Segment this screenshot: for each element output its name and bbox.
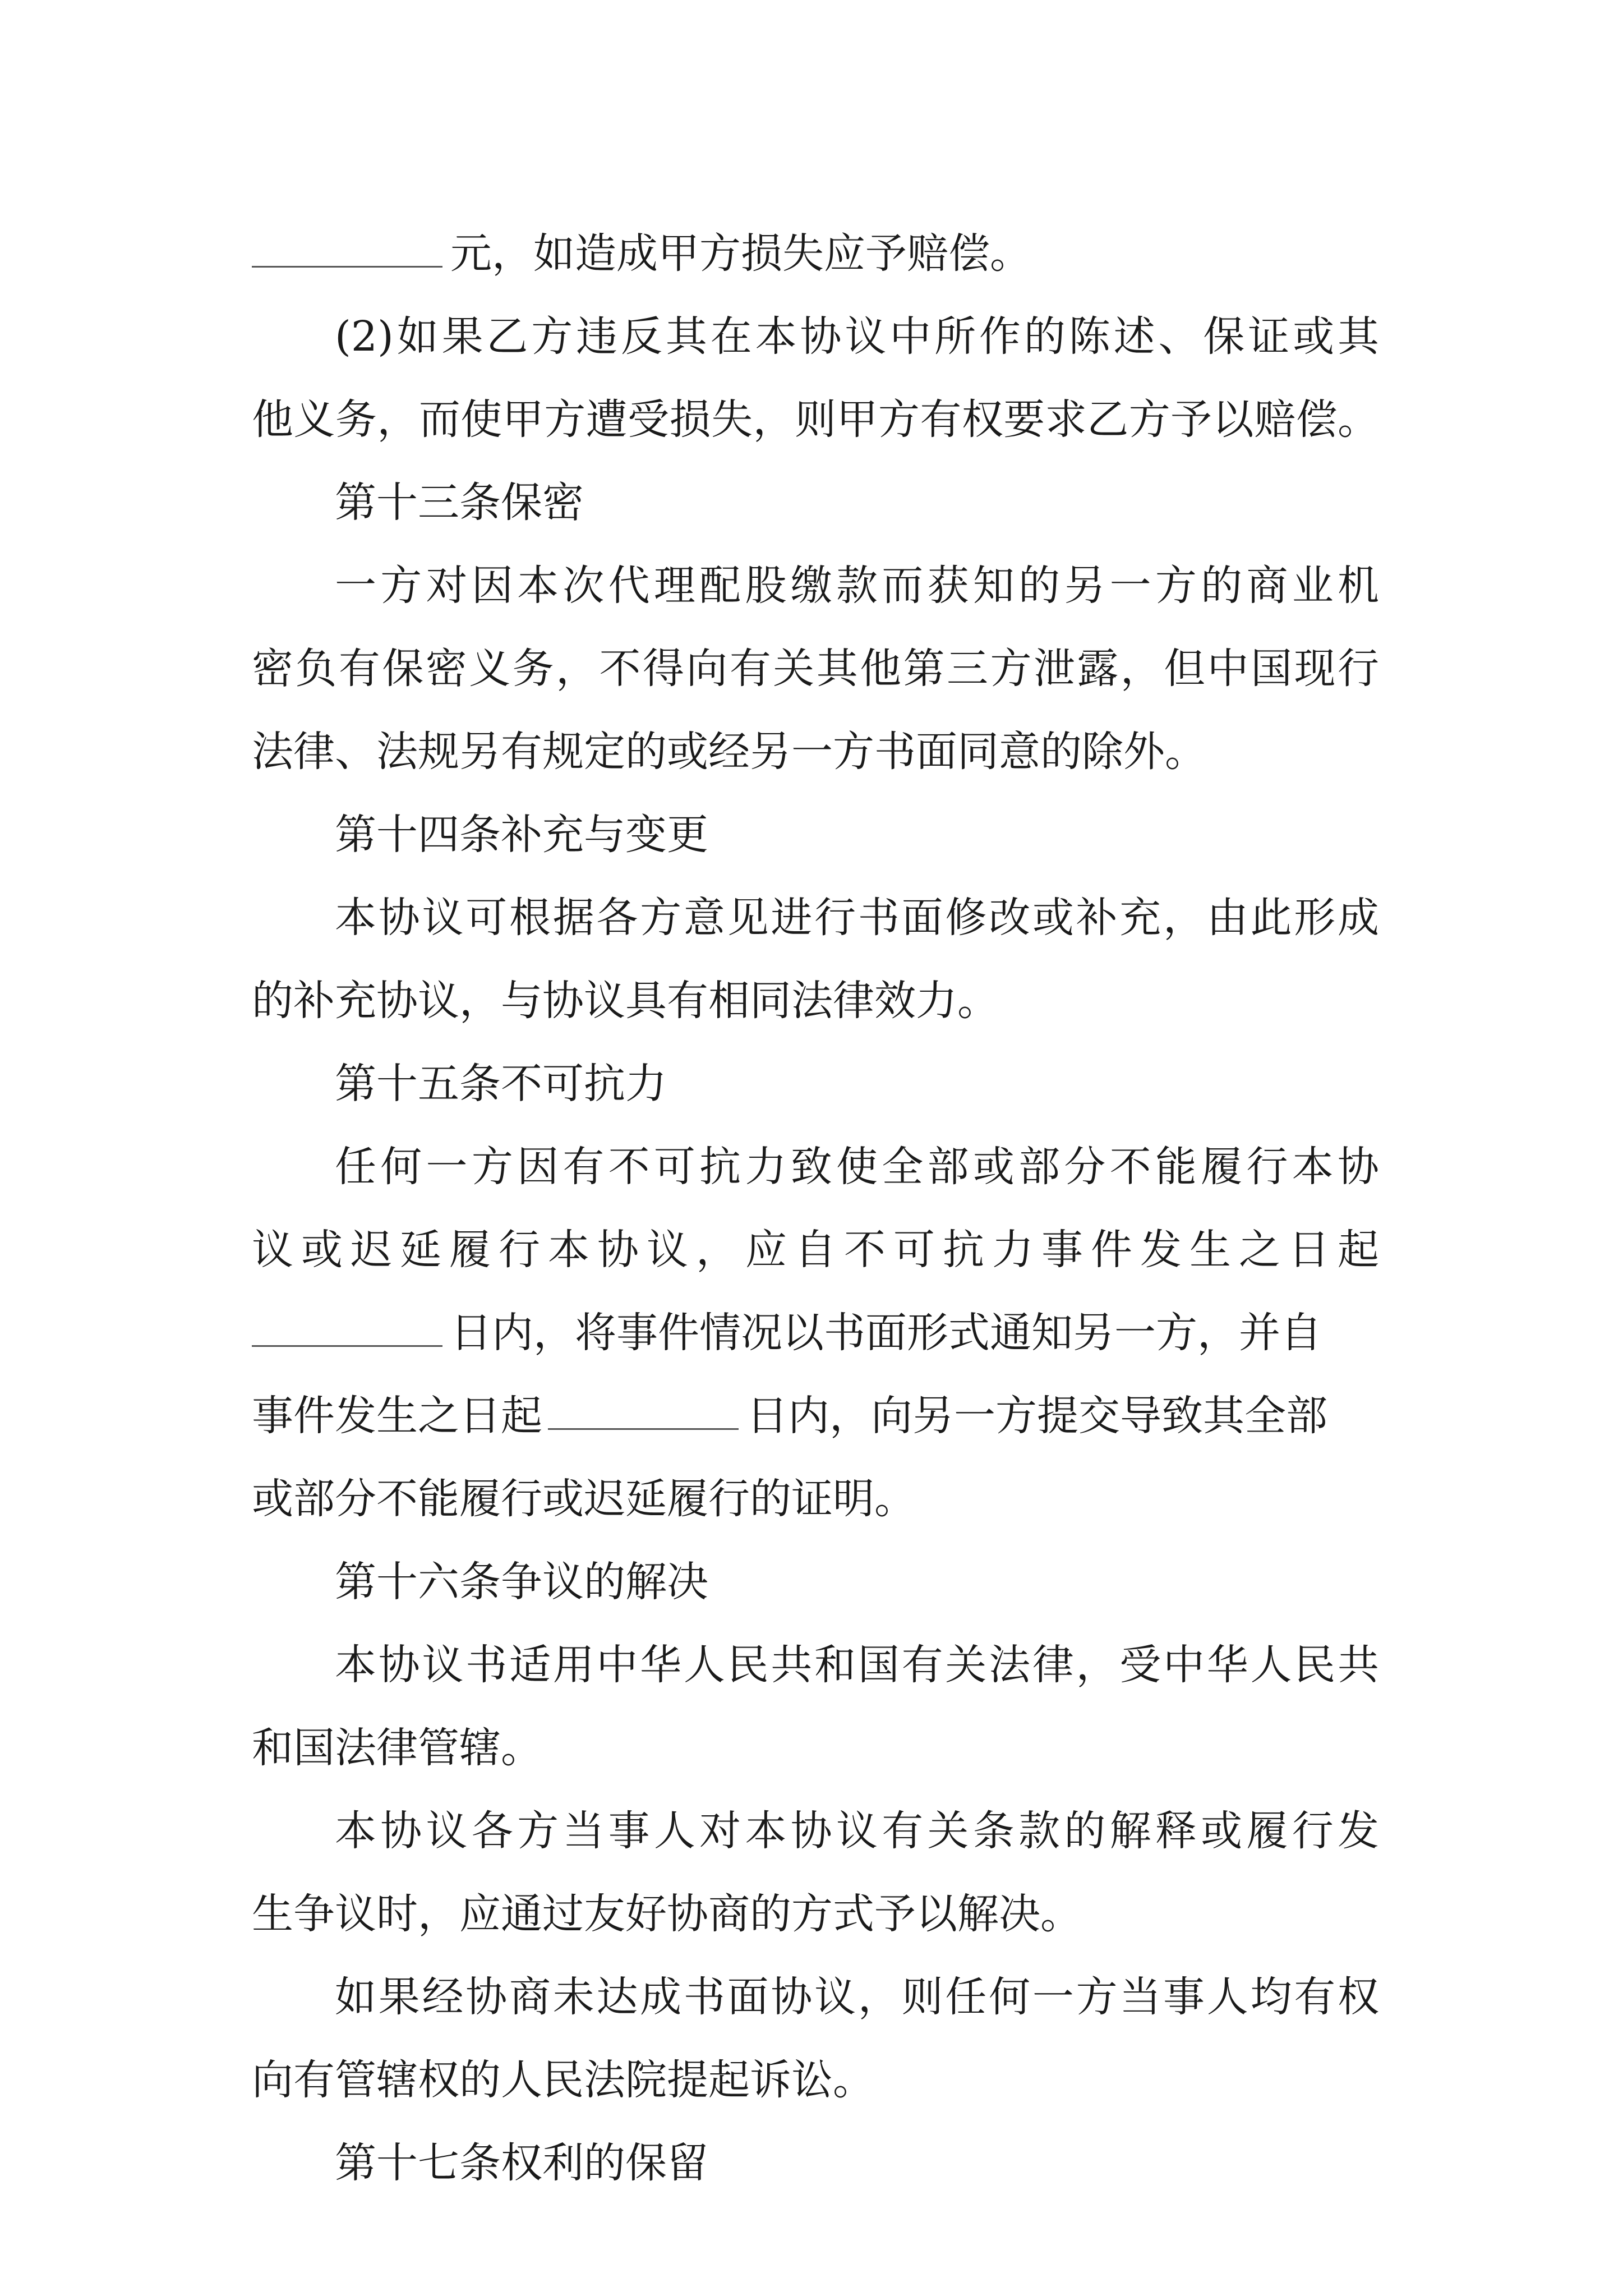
document-body	[252, 212, 1379, 2205]
paragraph-line: 议或迟延履行本协议，应自不可抗力事件发生之日起	[252, 1226, 1379, 1274]
paragraph-line: 密负有保密义务，不得向有关其他第三方泄露，但中国现行	[252, 645, 1379, 693]
section-heading: 第十四条补充与变更	[335, 811, 708, 859]
section-heading: 第十七条权利的保留	[335, 2139, 708, 2187]
paragraph-line: 法律、法规另有规定的或经另一方书面同意的除外。	[252, 728, 1206, 776]
paragraph-line: 生争议时，应通过友好协商的方式予以解决。	[252, 1890, 1082, 1938]
paragraph-line: 本协议各方当事人对本协议有关条款的解释或履行发	[335, 1807, 1379, 1855]
text-line	[252, 1291, 1379, 1374]
section-heading: 第十六条争议的解决	[335, 1558, 708, 1606]
text-segment: 元，如造成甲方损失应予赔偿。	[450, 229, 1031, 278]
text-segment: 日内，向另一方提交导致其全部	[746, 1392, 1327, 1440]
paragraph-line: 向有管辖权的人民法院提起诉讼。	[252, 2056, 874, 2104]
section-heading: 第十三条保密	[335, 478, 584, 527]
paragraph-line: (2)如果乙方违反其在本协议中所作的陈述、保证或其	[335, 312, 1379, 361]
paragraph-line: 和国法律管辖。	[252, 1724, 542, 1772]
paragraph-line: 如果经协商未达成书面协议，则任何一方当事人均有权	[335, 1973, 1379, 2021]
fill-in-blank[interactable]	[252, 224, 442, 268]
paragraph-line: 任何一方因有不可抗力致使全部或部分不能履行本协	[335, 1143, 1379, 1191]
fill-in-blank[interactable]	[252, 1304, 442, 1347]
paragraph-line: 一方对因本次代理配股缴款而获知的另一方的商业机	[335, 562, 1379, 610]
text-segment: 日内，将事件情况以书面形式通知另一方，并自	[450, 1309, 1322, 1357]
text-segment: 事件发生之日起	[252, 1392, 542, 1440]
fill-in-blank[interactable]	[548, 1387, 739, 1430]
text-line	[252, 1374, 1379, 1457]
paragraph-line: 本协议可根据各方意见进行书面修改或补充，由此形成	[335, 894, 1379, 942]
paragraph-line: 本协议书适用中华人民共和国有关法律，受中华人民共	[335, 1641, 1379, 1689]
paragraph-line: 他义务，而使甲方遭受损失，则甲方有权要求乙方予以赔偿。	[252, 395, 1379, 444]
paragraph-line: 的补充协议，与协议具有相同法律效力。	[252, 977, 999, 1025]
section-heading: 第十五条不可抗力	[335, 1060, 667, 1108]
text-line	[252, 212, 1379, 295]
paragraph-line: 或部分不能履行或迟延履行的证明。	[252, 1475, 916, 1523]
